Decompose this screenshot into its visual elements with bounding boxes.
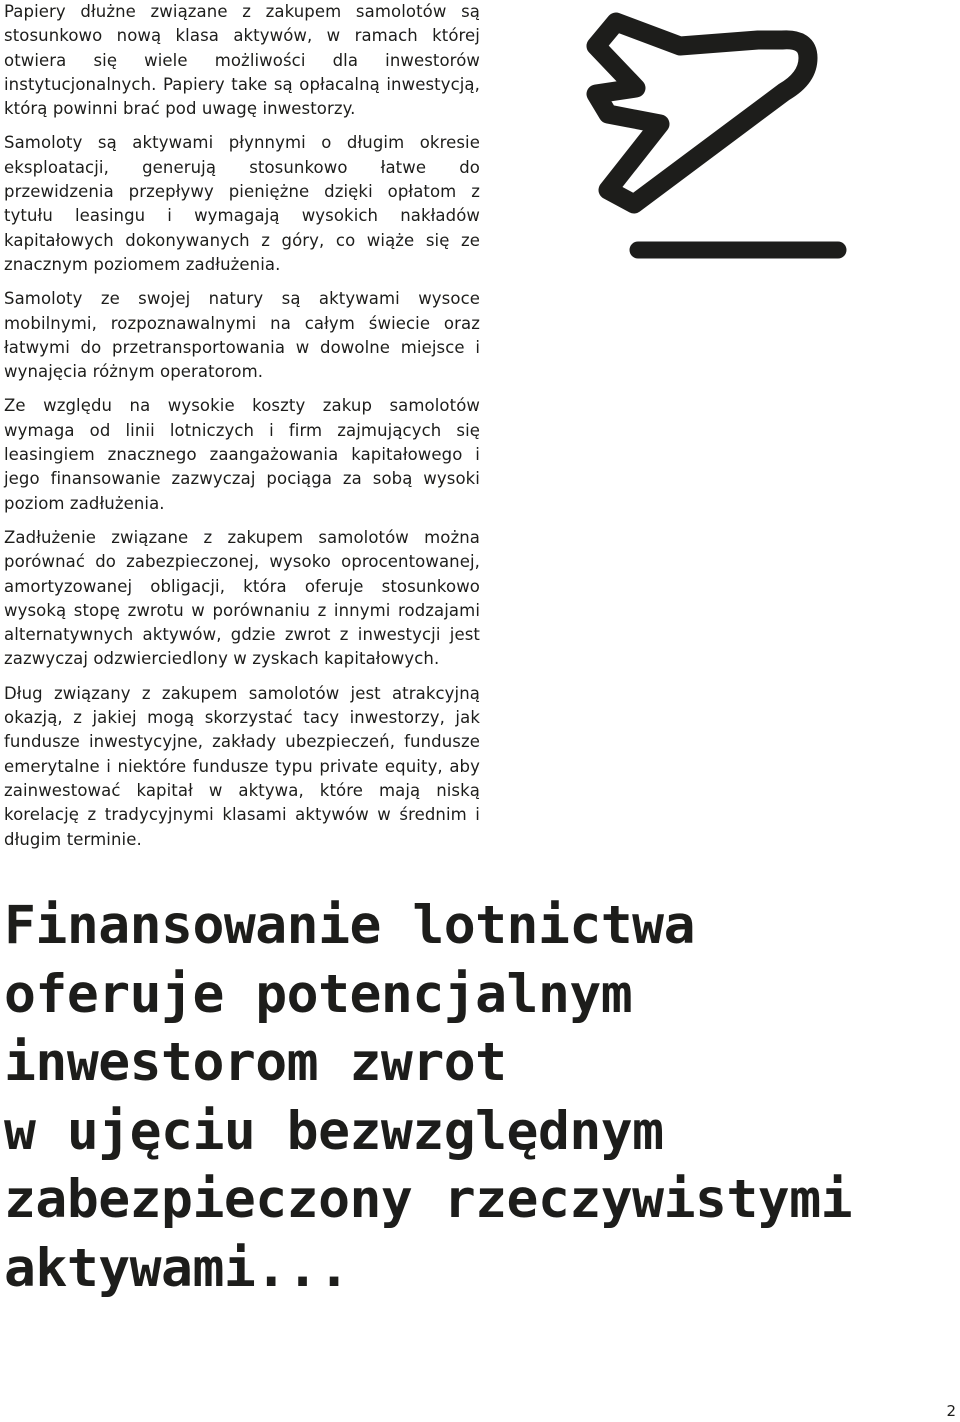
- paragraph-investors: Dług związany z zakupem samolotów jest atrakcyjną okazją, z jakiej mogą skorzystać tacy inwestorzy, jak fundusze inwestycyjne, zakłady ubezpieczeń, fundusze emerytalne i niektóre fundusze typu private equity, aby zainwestować kapitał w aktywa, które mają niską korelację z tradycyjnymi klasami aktywów w średnim i długim terminie.: [4, 683, 480, 849]
- paragraph-liquidity: Samoloty są aktywami płynnymi o długim okresie eksploatacji, generują stosunkowo łatwe do przewidzenia przepływy pieniężne dzięki opłatom z tytułu leasingu i wymagają wysokich nakładów kapitałowych dokonywanych z góry, co wiąże się ze znacznym poziomem zadłużenia.: [4, 133, 480, 274]
- headline-line: w ujęciu bezwzględnym: [4, 1100, 664, 1162]
- paragraph-capital-cost: Ze względu na wysokie koszty zakup samolotów wymaga od linii lotniczych i firm zajmujących się leasingiem znacznego zaangażowania kapitałowego i jego finansowanie zazwyczaj pociąga za sobą wysoki poziom zadłużenia.: [4, 396, 480, 513]
- headline-line: aktywami...: [4, 1237, 350, 1299]
- headline-line: oferuje potencjalnym: [4, 963, 633, 1025]
- body-text-column: [4, 0, 480, 862]
- paragraph-intro: Papiery dłużne związane z zakupem samolotów są stosunkowo nową klasa aktywów, w ramach której otwiera się wiele możliwości dla inwestorów instytucjonalnych. Papiery take są opłacalną inwestycją, którą powinni brać pod uwagę inwestorzy.: [4, 2, 480, 119]
- page-number: 2: [946, 1402, 956, 1420]
- headline-line: zabezpieczony rzeczywistymi: [4, 1169, 853, 1230]
- headline-line: inwestorom zwrot: [4, 1032, 507, 1093]
- airplane-takeoff-icon: [570, 0, 870, 270]
- paragraph-mobility: Samoloty ze swojej natury są aktywami wysoce mobilnymi, rozpoznawalnymi na całym świecie oraz łatwymi do przetransportowania w dowolne miejsce i wynajęcia różnym operatorom.: [4, 289, 480, 382]
- headline-line: Finansowanie lotnictwa: [4, 895, 695, 956]
- headline: [4, 892, 904, 1303]
- paragraph-debt-comparison: Zadłużenie związane z zakupem samolotów można porównać do zabezpieczonej, wysoko oprocentowanej, amortyzowanej obligacji, która oferuje stosunkowo wysoką stopę zwrotu w porównaniu z innymi rodzajami alternatywnych aktywów, gdzie zwrot z inwestycji jest zazwyczaj odzwierciedlony w zyskach kapitałowych.: [4, 527, 480, 669]
